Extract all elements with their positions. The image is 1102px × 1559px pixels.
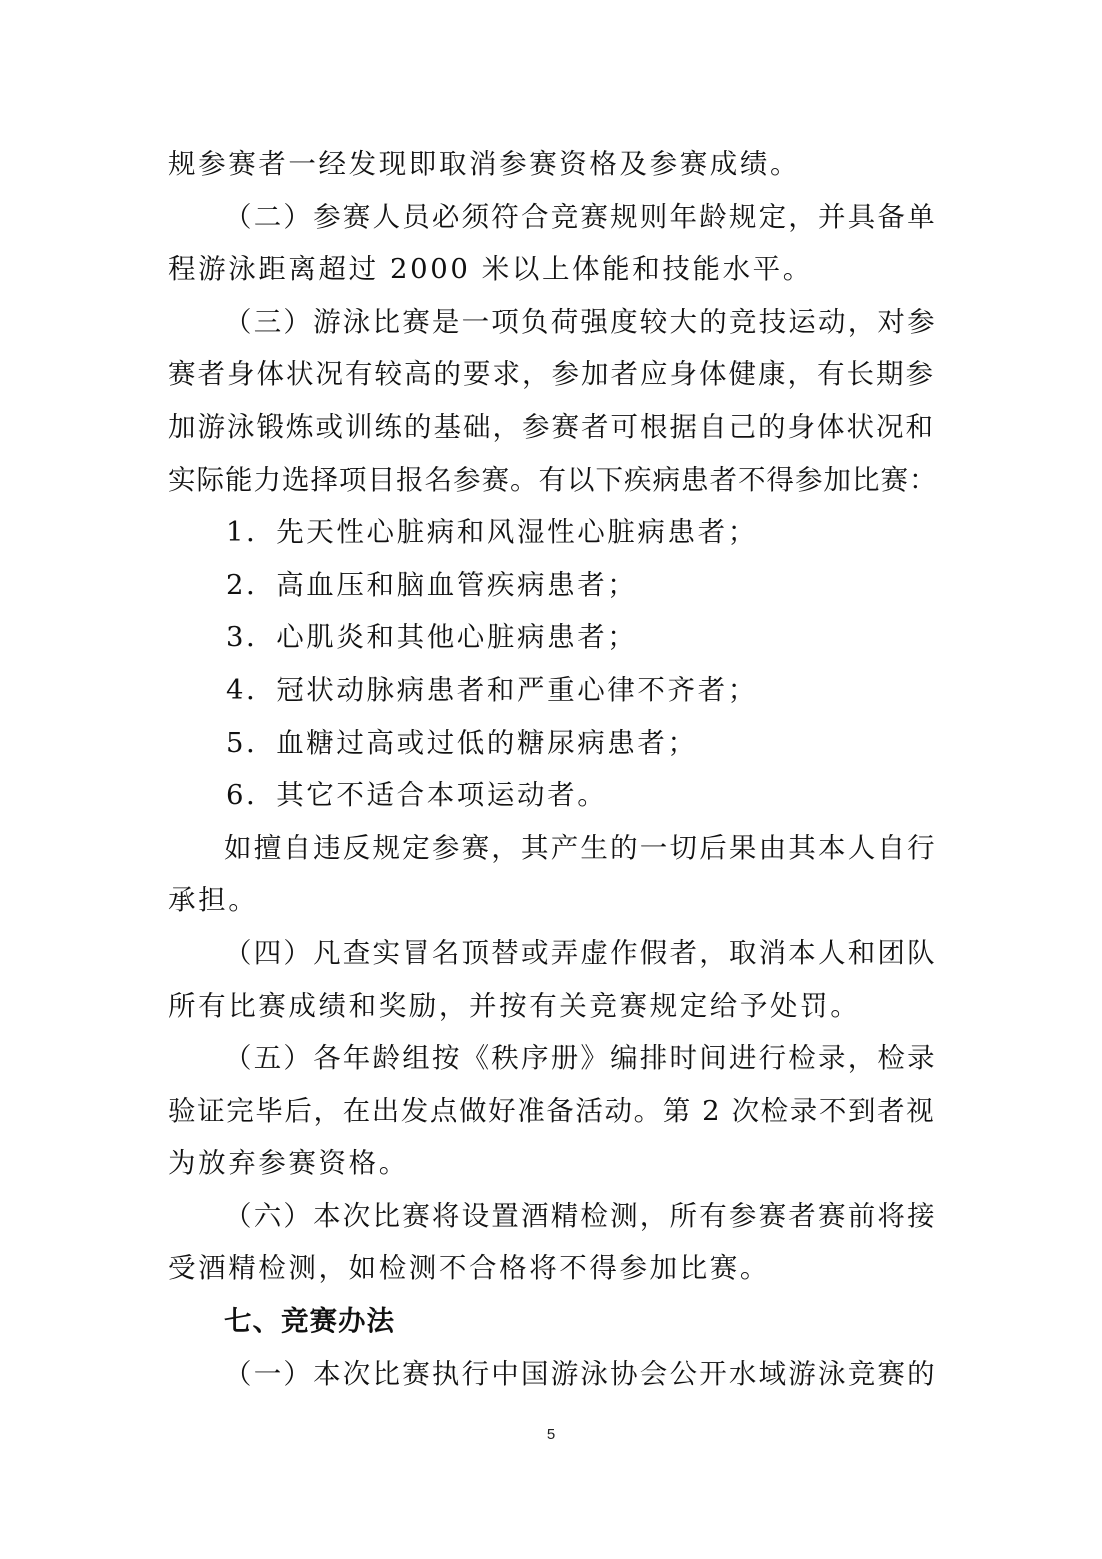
document-body	[168, 138, 938, 1400]
paragraph-line: （一）本次比赛执行中国游泳协会公开水域游泳竞赛的	[224, 1357, 937, 1390]
section-heading: 七、竞赛办法	[224, 1305, 395, 1338]
paragraph-line: 如擅自违反规定参赛，其产生的一切后果由其本人自行	[224, 831, 937, 864]
paragraph-line: 为放弃参赛资格。	[168, 1147, 409, 1180]
paragraph-line: 规参赛者一经发现即取消参赛资格及参赛成绩。	[168, 148, 801, 180]
paragraph-line: 实际能力选择项目报名参赛。有以下疾病患者不得参加比赛：	[168, 463, 938, 496]
list-item: 4．冠状动脉病患者和严重心律不齐者；	[226, 673, 758, 706]
paragraph-line: 承担。	[168, 884, 259, 917]
paragraph-line: 赛者身体状况有较高的要求，参加者应身体健康，有长期参	[168, 358, 935, 391]
paragraph-line: （三）游泳比赛是一项负荷强度较大的竞技运动，对参	[224, 305, 937, 338]
paragraph-line: 所有比赛成绩和奖励，并按有关竞赛规定给予处罚。	[168, 989, 861, 1022]
paragraph-line: 受酒精检测，如检测不合格将不得参加比赛。	[168, 1252, 770, 1285]
paragraph-line: 加游泳锻炼或训练的基础，参赛者可根据自己的身体状况和	[168, 410, 935, 443]
list-item: 1．先天性心脏病和风湿性心脏病患者；	[226, 516, 758, 549]
paragraph-line: （二）参赛人员必须符合竞赛规则年龄规定，并具备单	[224, 200, 937, 233]
paragraph-line: 验证完毕后，在出发点做好准备活动。第 2 次检录不到者视	[168, 1094, 936, 1127]
list-item: 2．高血压和脑血管疾病患者；	[226, 568, 638, 601]
paragraph-line: （六）本次比赛将设置酒精检测，所有参赛者赛前将接	[224, 1199, 937, 1232]
list-item: 6．其它不适合本项运动者。	[226, 779, 608, 812]
paragraph-line: （五）各年龄组按《秩序册》编排时间进行检录，检录	[224, 1042, 937, 1075]
paragraph-line: （四）凡查实冒名顶替或弄虚作假者，取消本人和团队	[224, 936, 937, 969]
list-item: 5．血糖过高或过低的糖尿病患者；	[226, 726, 698, 759]
paragraph-line: 程游泳距离超过 2000 米以上体能和技能水平。	[168, 253, 813, 286]
page-number: 5	[546, 1426, 556, 1443]
list-item: 3．心肌炎和其他心脏病患者；	[226, 621, 638, 654]
